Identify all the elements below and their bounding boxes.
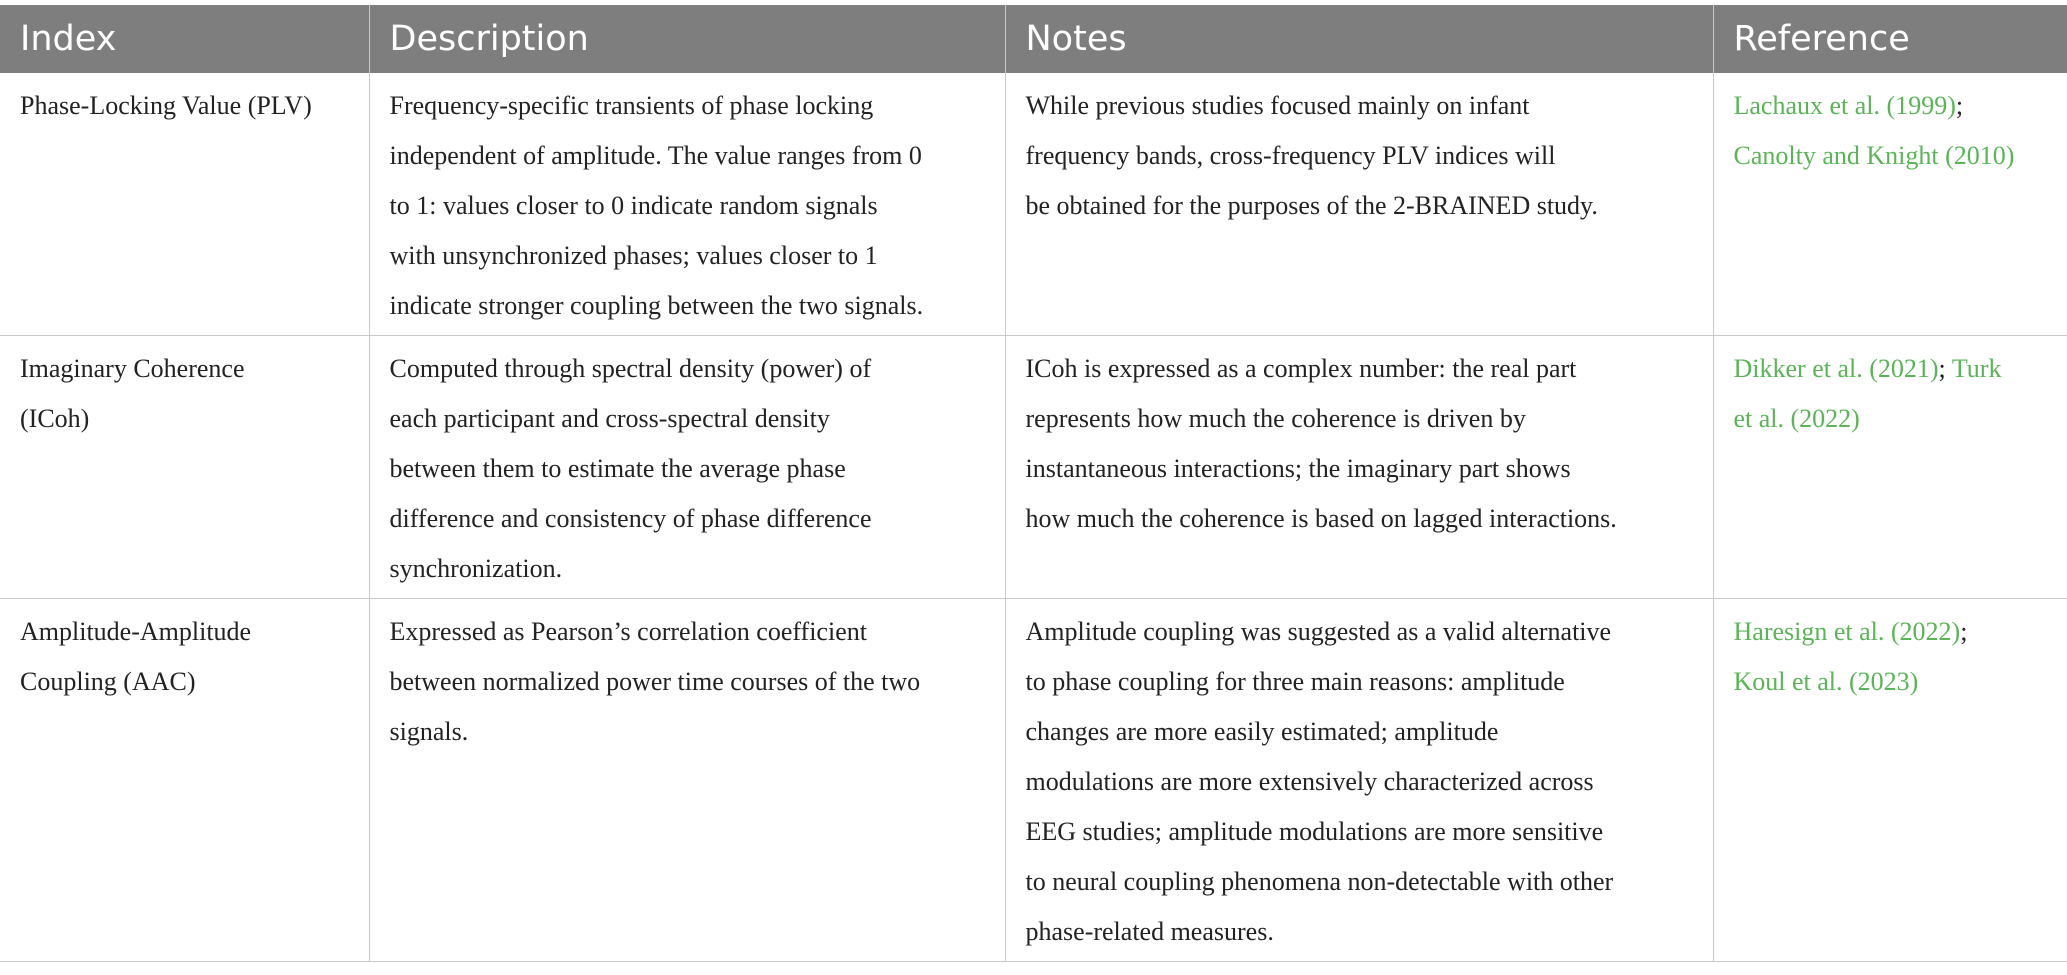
index-cell — [0, 73, 369, 336]
notes-line: to neural coupling phenomena non-detectable with other — [1025, 867, 1614, 896]
notes-line: ICoh is expressed as a complex number: the real part — [1025, 354, 1577, 383]
index-cell — [0, 336, 369, 599]
description-line: synchronization. — [389, 554, 563, 583]
header-description: Description — [369, 5, 1005, 73]
reference-link-lachaux[interactable]: Lachaux et al. (1999) — [1733, 91, 1956, 120]
notes-line: While previous studies focused mainly on infant — [1025, 91, 1530, 120]
description-line: Frequency-specific transients of phase locking — [389, 91, 874, 120]
index-line: Phase-Locking Value (PLV) — [20, 91, 312, 120]
notes-line: EEG studies; amplitude modulations are more sensitive — [1025, 817, 1604, 846]
notes-line: modulations are more extensively characterized across — [1025, 767, 1594, 796]
table-row — [0, 599, 2067, 962]
notes-line: phase-related measures. — [1025, 917, 1274, 946]
description-cell — [369, 599, 1005, 962]
description-line: between them to estimate the average phase — [389, 454, 846, 483]
notes-line: how much the coherence is based on lagged interactions. — [1025, 504, 1617, 533]
description-line: indicate stronger coupling between the two signals. — [389, 291, 924, 320]
description-line: with unsynchronized phases; values closer to 1 — [389, 241, 878, 270]
notes-cell — [1005, 599, 1713, 962]
reference-separator: ; — [1960, 617, 1968, 646]
header-row — [0, 5, 2067, 73]
reference-link-haresign[interactable]: Haresign et al. (2022) — [1733, 617, 1961, 646]
index-line: (ICoh) — [20, 404, 90, 433]
reference-link-canolty[interactable]: Canolty and Knight (2010) — [1733, 141, 2015, 170]
notes-line: be obtained for the purposes of the 2-BRAINED study. — [1025, 191, 1598, 220]
description-line: to 1: values closer to 0 indicate random signals — [389, 191, 878, 220]
description-line: independent of amplitude. The value ranges from 0 — [389, 141, 922, 170]
index-line: Amplitude-Amplitude — [20, 617, 252, 646]
notes-line: changes are more easily estimated; amplitude — [1025, 717, 1499, 746]
reference-separator: ; — [1938, 354, 1946, 383]
table-row — [0, 73, 2067, 336]
notes-line: represents how much the coherence is driven by — [1025, 404, 1526, 433]
description-line: each participant and cross-spectral density — [389, 404, 830, 433]
header-notes: Notes — [1005, 5, 1713, 73]
description-line: signals. — [389, 717, 469, 746]
description-line: Computed through spectral density (power) of — [389, 354, 872, 383]
notes-cell — [1005, 336, 1713, 599]
description-line: difference and consistency of phase difference — [389, 504, 872, 533]
notes-line: instantaneous interactions; the imaginary part shows — [1025, 454, 1571, 483]
reference-link-turk-cont[interactable]: et al. (2022) — [1733, 404, 1860, 433]
reference-cell — [1713, 336, 2067, 599]
notes-line: Amplitude coupling was suggested as a valid alternative — [1025, 617, 1612, 646]
header-reference: Reference — [1713, 5, 2067, 73]
notes-line: frequency bands, cross-frequency PLV indices will — [1025, 141, 1556, 170]
reference-cell — [1713, 599, 2067, 962]
reference-link-koul[interactable]: Koul et al. (2023) — [1733, 667, 1919, 696]
index-line: Coupling (AAC) — [20, 667, 196, 696]
reference-link-turk[interactable]: Turk — [1951, 354, 2002, 383]
table-row — [0, 336, 2067, 599]
reference-link-dikker[interactable]: Dikker et al. (2021) — [1733, 354, 1939, 383]
indices-table — [0, 5, 2067, 962]
header-index: Index — [0, 5, 369, 73]
description-cell — [369, 73, 1005, 336]
description-line: Expressed as Pearson’s correlation coefficient — [389, 617, 867, 646]
reference-cell — [1713, 73, 2067, 336]
description-line: between normalized power time courses of the two — [389, 667, 921, 696]
notes-cell — [1005, 73, 1713, 336]
index-line: Imaginary Coherence — [20, 354, 245, 383]
notes-line: to phase coupling for three main reasons: amplitude — [1025, 667, 1565, 696]
description-cell — [369, 336, 1005, 599]
reference-separator: ; — [1955, 91, 1964, 120]
index-cell — [0, 599, 369, 962]
